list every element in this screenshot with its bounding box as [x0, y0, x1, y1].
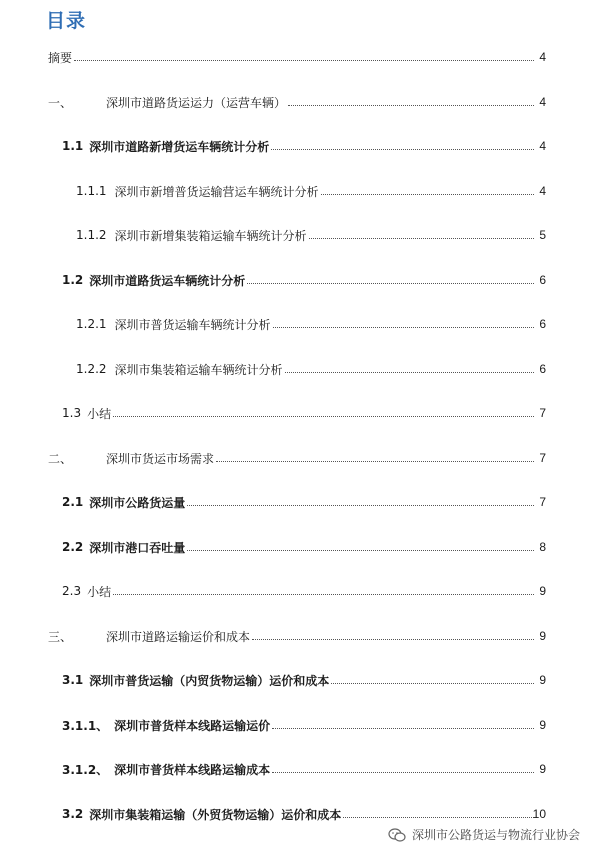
toc-entry-page: 9: [539, 629, 546, 643]
toc-entry-label: 深圳市新增普货运输营运车辆统计分析: [114, 184, 319, 199]
dot-leader: [74, 60, 534, 61]
toc-entry-page: 4: [539, 184, 546, 198]
toc-entry-number: 1.2.1: [76, 317, 107, 331]
toc-entry-page: 8: [539, 540, 546, 554]
toc-entry-number: 3.1.1、: [62, 718, 109, 733]
toc-entry[interactable]: [0, 181, 596, 201]
toc-entry-page: 10: [532, 807, 546, 821]
toc-entry-page: 4: [539, 50, 546, 64]
dot-leader: [309, 238, 534, 239]
toc-entry[interactable]: [0, 670, 596, 690]
dot-leader: [331, 683, 534, 684]
dot-leader: [187, 550, 534, 551]
toc-entry-number: 1.2.2: [76, 362, 107, 376]
toc-entry-number: 三、: [48, 629, 73, 644]
toc-entry-page: 5: [539, 228, 546, 242]
toc-entry[interactable]: [0, 225, 596, 245]
watermark-footer: [388, 826, 580, 843]
dot-leader: [247, 283, 534, 284]
toc-entry-page: 9: [539, 673, 546, 687]
toc-entry-page: 6: [539, 273, 546, 287]
toc-entry[interactable]: [0, 626, 596, 646]
toc-entry-label: 摘要: [48, 50, 73, 65]
toc-entry[interactable]: [0, 92, 596, 112]
toc-entry-label: 深圳市公路货运量: [89, 495, 186, 510]
dot-leader: [187, 505, 534, 506]
dot-leader: [113, 594, 534, 595]
toc-entry-page: 7: [539, 451, 546, 465]
toc-entry[interactable]: [0, 47, 596, 67]
toc-entry-page: 4: [539, 95, 546, 109]
toc-entry[interactable]: [0, 314, 596, 334]
toc-entry-number: 2.1: [62, 495, 84, 509]
dot-leader: [271, 149, 534, 150]
toc-entry-label: 深圳市货运市场需求: [106, 451, 215, 466]
dot-leader: [113, 416, 534, 417]
toc-entry-label: 深圳市道路新增货运车辆统计分析: [89, 139, 270, 154]
wechat-icon: [388, 828, 406, 842]
toc-entry-label: 深圳市港口吞吐量: [89, 540, 186, 555]
dot-leader: [272, 772, 534, 773]
footer-text: 深圳市公路货运与物流行业协会: [411, 828, 580, 842]
dot-leader: [252, 639, 534, 640]
toc-entry-label: 深圳市普货样本线路运输运价: [114, 718, 271, 733]
dot-leader: [272, 728, 534, 729]
dot-leader: [273, 327, 534, 328]
toc-entry-label: 深圳市道路货运车辆统计分析: [89, 273, 246, 288]
toc-entry-page: 6: [539, 362, 546, 376]
toc-entry-label: 深圳市集装箱运输（外贸货物运输）运价和成本: [89, 807, 342, 822]
toc-entry-page: 9: [539, 762, 546, 776]
toc-entry-page: 7: [539, 406, 546, 420]
toc-entry-number: 1.1: [62, 139, 84, 153]
dot-leader: [288, 105, 534, 106]
toc-entry-number: 1.3: [62, 406, 82, 420]
toc-entry-number: 3.1: [62, 673, 84, 687]
toc-entry[interactable]: [0, 804, 596, 824]
dot-leader: [285, 372, 534, 373]
toc-entry[interactable]: [0, 359, 596, 379]
toc-entry[interactable]: [0, 715, 596, 735]
toc-entry-label: 深圳市普货运输（内贸货物运输）运价和成本: [89, 673, 330, 688]
toc-entry-page: 7: [539, 495, 546, 509]
toc-entry-label: 小结: [87, 584, 112, 599]
toc-entry-label: 小结: [87, 406, 112, 421]
toc-entry[interactable]: [0, 581, 596, 601]
toc-entry-page: 6: [539, 317, 546, 331]
toc-entry-number: 1.2: [62, 273, 84, 287]
toc-entry-number: 2.2: [62, 540, 84, 554]
toc-entry-label: 深圳市道路货运运力（运营车辆）: [106, 95, 287, 110]
toc-entry[interactable]: [0, 448, 596, 468]
toc-entry[interactable]: [0, 136, 596, 156]
toc-entry[interactable]: [0, 270, 596, 290]
dot-leader: [216, 461, 534, 462]
toc-entry-page: 4: [539, 139, 546, 153]
toc-entry-page: 9: [539, 718, 546, 732]
toc-entry-label: 深圳市普货运输车辆统计分析: [114, 317, 271, 332]
toc-entry-label: 深圳市集装箱运输车辆统计分析: [114, 362, 283, 377]
toc-entry-label: 深圳市道路运输运价和成本: [106, 629, 251, 644]
toc-entry[interactable]: [0, 759, 596, 779]
toc-entry[interactable]: [0, 537, 596, 557]
toc-entry[interactable]: [0, 492, 596, 512]
toc-entry[interactable]: [0, 403, 596, 423]
toc-entry-number: 1.1.1: [76, 184, 107, 198]
toc-entry-number: 1.1.2: [76, 228, 107, 242]
toc-entry-number: 3.1.2、: [62, 762, 109, 777]
dot-leader: [343, 817, 534, 818]
toc-title: 目录: [46, 10, 87, 32]
toc-entry-number: 一、: [48, 95, 73, 110]
dot-leader: [321, 194, 534, 195]
toc-entry-number: 3.2: [62, 807, 84, 821]
toc-entry-page: 9: [539, 584, 546, 598]
toc-entry-label: 深圳市新增集装箱运输车辆统计分析: [114, 228, 307, 243]
toc-entry-label: 深圳市普货样本线路运输成本: [114, 762, 271, 777]
toc-entry-number: 2.3: [62, 584, 82, 598]
toc-entry-number: 二、: [48, 451, 73, 466]
